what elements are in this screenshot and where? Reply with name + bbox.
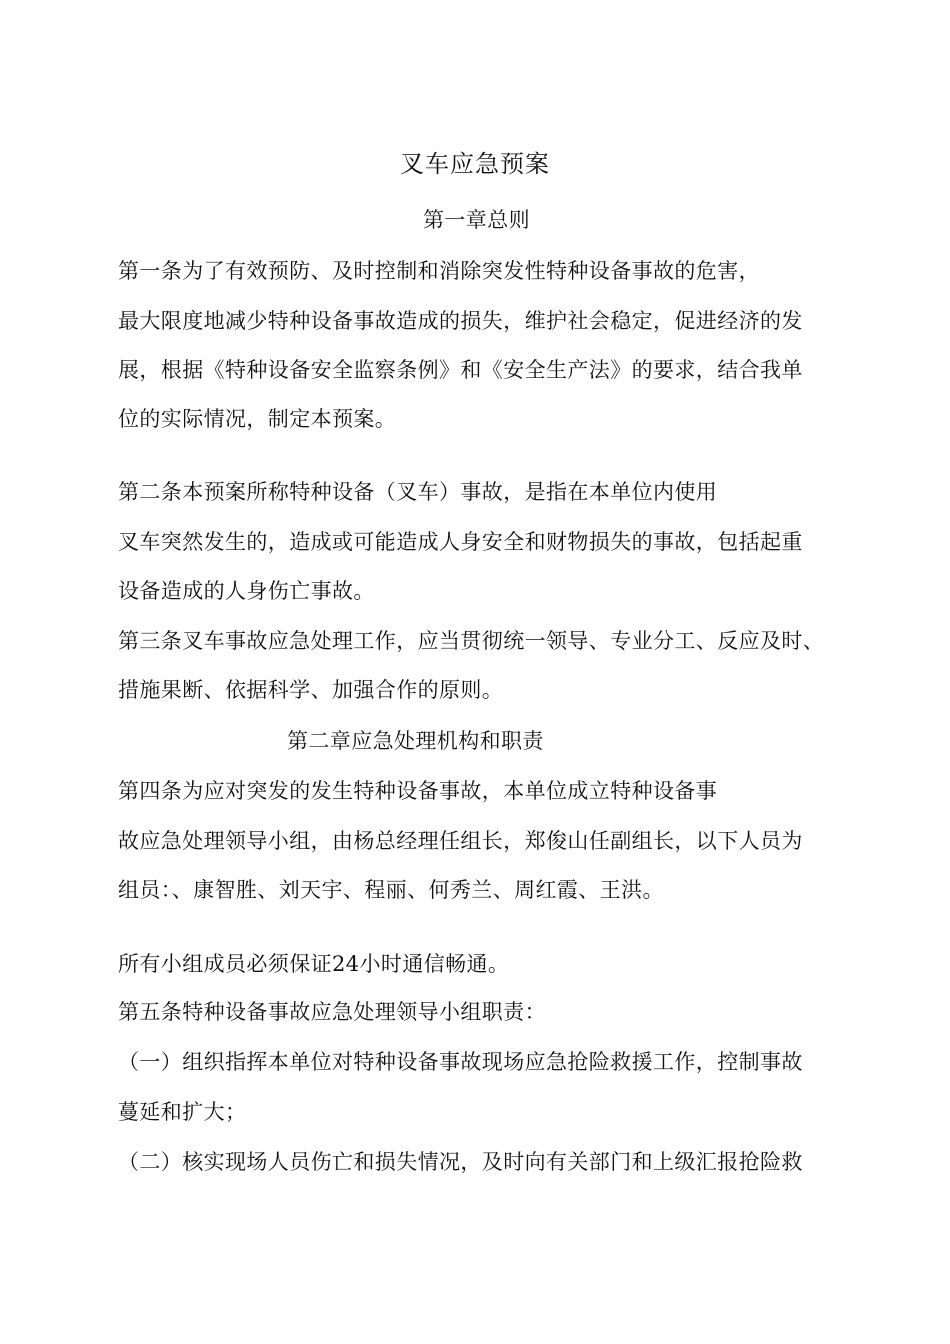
article-3-line-1: 第三条叉车事故应急处理工作，应当贯彻统一领导、专业分工、反应及时、 [118,629,825,653]
article-2-line-2: 叉车突然发生的，造成或可能造成人身安全和财物损失的事故，包括起重 [118,530,803,554]
article-1-line-1: 第一条为了有效预防、及时控制和消除突发性特种设备事故的危害， [118,259,760,283]
article-5-line-1: 第五条特种设备事故应急处理领导小组职责： [118,1000,546,1024]
chapter-2-heading: 第二章应急处理机构和职责 [287,729,544,753]
item-2-line-1: （二）核实现场人员伤亡和损失情况，及时向有关部门和上级汇报抢险救 [118,1150,803,1174]
article-1-line-3: 展，根据《特种设备安全监察条例》和《安全生产法》的要求，结合我单 [118,358,803,382]
article-2-line-1: 第二条本预案所称特种设备（叉车）事故，是指在本单位内使用 [118,480,718,504]
article-4-line-1: 第四条为应对突发的发生特种设备事故，本单位成立特种设备事 [118,779,718,803]
article-4-line-2: 故应急处理领导小组，由杨总经理任组长，郑俊山任副组长，以下人员为 [118,829,803,853]
article-4-line-3: 组员：、康智胜、刘天宇、程丽、何秀兰、周红霞、王洪。 [118,878,664,902]
item-1-line-2: 蔓延和扩大； [118,1100,247,1124]
item-1-line-1: （一）组织指挥本单位对特种设备事故现场应急抢险救援工作，控制事故 [118,1050,803,1074]
chapter-1-heading: 第一章总则 [423,208,530,232]
article-1-line-4: 位的实际情况，制定本预案。 [118,407,397,431]
article-1-line-2: 最大限度地减少特种设备事故造成的损失，维护社会稳定，促进经济的发 [118,309,803,333]
article-3-line-2: 措施果断、依据科学、加强合作的原则。 [118,678,504,702]
article-2-line-3: 设备造成的人身伤亡事故。 [118,579,375,603]
contact-requirement: 所有小组成员必须保证24小时通信畅通。 [118,952,510,976]
document-title: 叉车应急预案 [400,150,550,178]
